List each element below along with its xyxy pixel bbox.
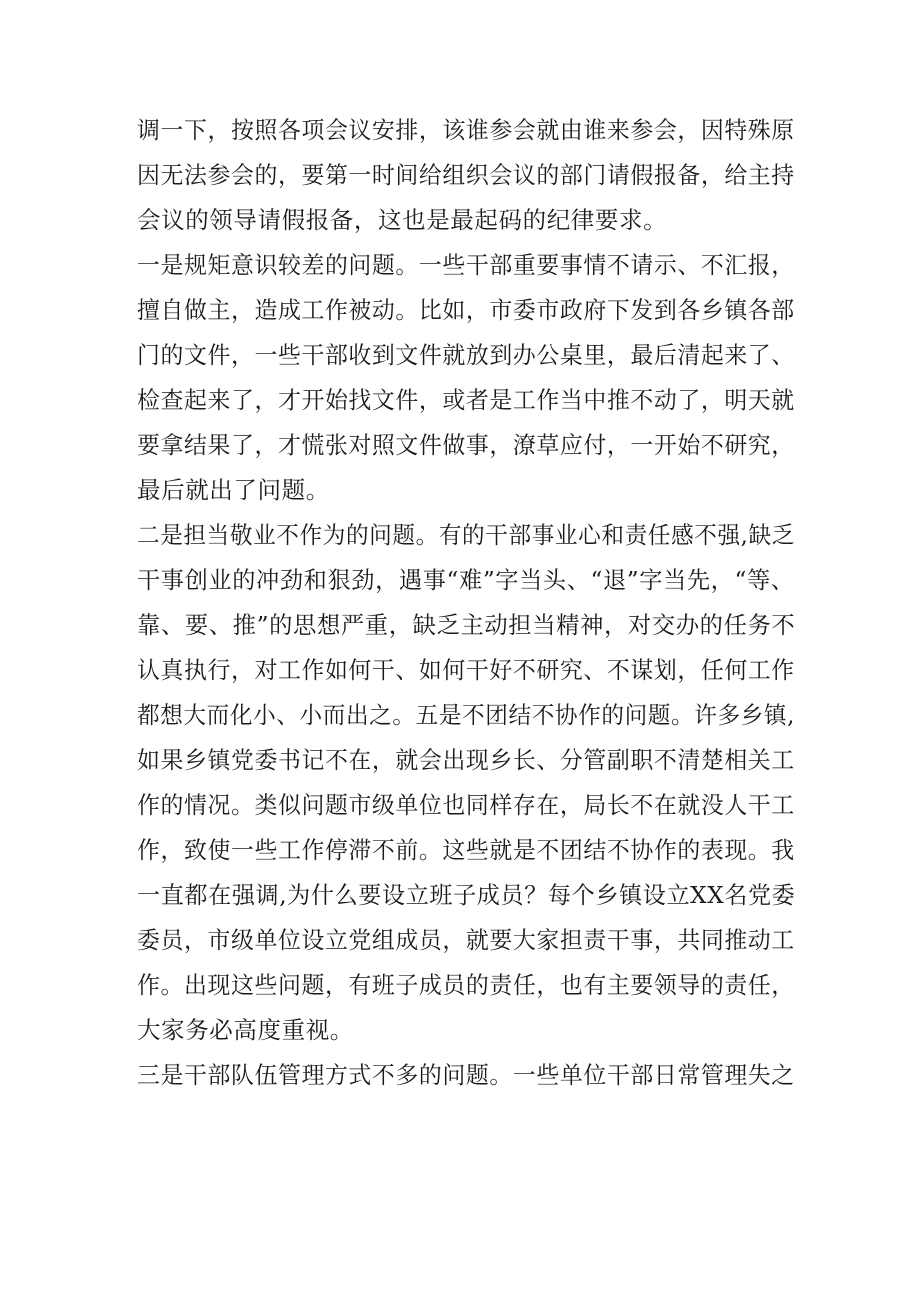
text-line: 最后就出了问题。 <box>137 476 330 504</box>
text-line: 靠、要、推”的思想严重，缺乏主动担当精神，对交办的任务不 <box>137 611 796 639</box>
text-line: 作，致使一些工作停滞不前。这些就是不团结不协作的表现。我 <box>137 836 795 864</box>
text-line: 如果乡镇党委书记不在，就会出现乡长、分管副职不清楚相关工 <box>137 746 795 774</box>
text-line: 大家务必高度重视。 <box>137 1016 354 1044</box>
text-line: 因无法参会的，要第一时间给组织会议的部门请假报备，给主持 <box>137 161 795 189</box>
paragraph-start-line: 一是规矩意识较差的问题。一些干部重要事情不请示、不汇报， <box>137 251 795 279</box>
text-line: 都想大而化小、小而出之。五是不团结不协作的问题。许多乡镇, <box>137 701 795 729</box>
text-line: 作的情况。类似问题市级单位也同样存在，局长不在就没人干工 <box>137 791 795 819</box>
text-line: 会议的领导请假报备，这也是最起码的纪律要求。 <box>137 206 668 234</box>
paragraph-start-line: 二是担当敬业不作为的问题。有的干部事业心和责任感不强,缺乏 <box>137 521 795 549</box>
paragraph-start-line: 三是干部队伍管理方式不多的问题。一些单位干部日常管理失之 <box>137 1061 795 1089</box>
text-line: 委员，市级单位设立党组成员，就要大家担责干事，共同推动工 <box>137 926 795 954</box>
text-line: 一直都在强调,为什么要设立班子成员？每个乡镇设立XX名党委 <box>137 881 796 909</box>
text-line: 作。出现这些问题，有班子成员的责任，也有主要领导的责任， <box>137 971 795 999</box>
text-line: 门的文件，一些干部收到文件就放到办公桌里，最后清起来了、 <box>137 341 795 369</box>
text-line: 擅自做主，造成工作被动。比如，市委市政府下发到各乡镇各部 <box>137 296 795 324</box>
text-line: 调一下，按照各项会议安排，该谁参会就由谁来参会，因特殊原 <box>137 116 795 144</box>
text-line: 要拿结果了，才慌张对照文件做事，潦草应付，一开始不研究， <box>137 431 795 459</box>
text-line: 干事创业的冲劲和狠劲，遇事“难”字当头、“退”字当先，“等、 <box>137 566 795 594</box>
text-line: 认真执行，对工作如何干、如何干好不研究、不谋划，任何工作 <box>137 656 795 684</box>
text-line: 检查起来了，才开始找文件，或者是工作当中推不动了，明天就 <box>137 386 795 414</box>
